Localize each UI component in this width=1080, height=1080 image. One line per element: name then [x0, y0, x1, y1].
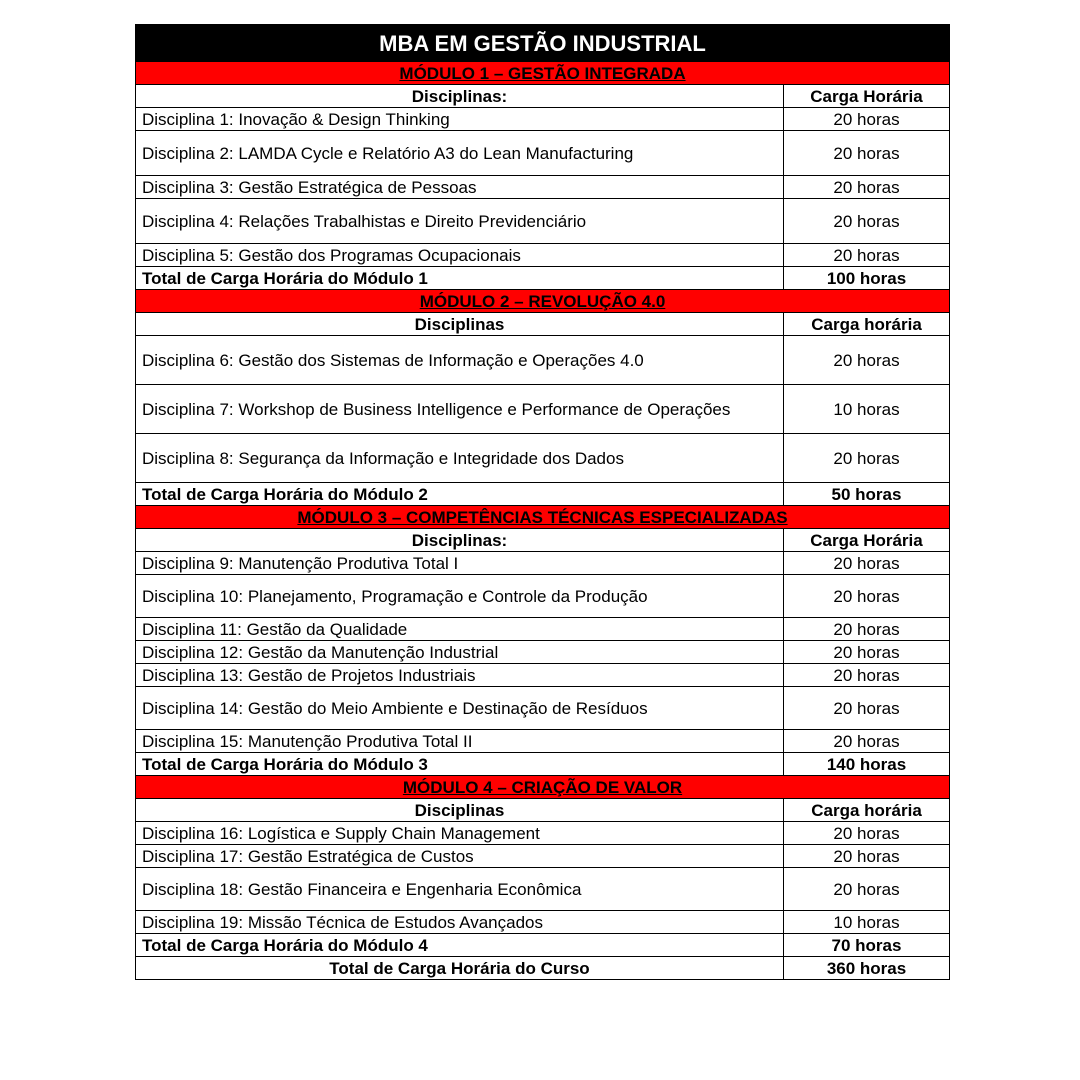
module-2-title: MÓDULO 2 – REVOLUÇÃO 4.0 [136, 290, 950, 313]
discipline-hours: 10 horas [784, 911, 950, 934]
table-row [136, 911, 950, 934]
discipline-hours: 20 horas [784, 108, 950, 131]
discipline-hours: 20 horas [784, 244, 950, 267]
document-title: MBA EM GESTÃO INDUSTRIAL [136, 25, 950, 62]
module-3-title: MÓDULO 3 – COMPETÊNCIAS TÉCNICAS ESPECIALIZADAS [136, 506, 950, 529]
discipline-name: Disciplina 5: Gestão dos Programas Ocupacionais [136, 244, 784, 267]
discipline-hours: 20 horas [784, 336, 950, 385]
discipline-hours: 20 horas [784, 664, 950, 687]
discipline-hours: 20 horas [784, 822, 950, 845]
discipline-name: Disciplina 17: Gestão Estratégica de Custos [136, 845, 784, 868]
module-total-row [136, 753, 950, 776]
table-row [136, 575, 950, 618]
table-header-row [136, 85, 950, 108]
title-row [136, 25, 950, 62]
module-title-row [136, 62, 950, 85]
table-row [136, 664, 950, 687]
discipline-name: Disciplina 18: Gestão Financeira e Engenharia Econômica [136, 868, 784, 911]
module-total-label: Total de Carga Horária do Módulo 4 [136, 934, 784, 957]
table-row [136, 385, 950, 434]
table-header-row [136, 529, 950, 552]
discipline-hours: 10 horas [784, 385, 950, 434]
discipline-hours: 20 horas [784, 845, 950, 868]
table-row [136, 108, 950, 131]
module-total-row [136, 934, 950, 957]
discipline-name: Disciplina 14: Gestão do Meio Ambiente e Destinação de Resíduos [136, 687, 784, 730]
table-row [136, 641, 950, 664]
module-1-title: MÓDULO 1 – GESTÃO INTEGRADA [136, 62, 950, 85]
course-total-label: Total de Carga Horária do Curso [136, 957, 784, 980]
discipline-name: Disciplina 15: Manutenção Produtiva Total II [136, 730, 784, 753]
discipline-name: Disciplina 7: Workshop de Business Intelligence e Performance de Operações [136, 385, 784, 434]
table-header-row [136, 313, 950, 336]
column-header-hours: Carga horária [784, 313, 950, 336]
discipline-name: Disciplina 3: Gestão Estratégica de Pessoas [136, 176, 784, 199]
discipline-name: Disciplina 10: Planejamento, Programação e Controle da Produção [136, 575, 784, 618]
module-total-label: Total de Carga Horária do Módulo 3 [136, 753, 784, 776]
module-total-label: Total de Carga Horária do Módulo 2 [136, 483, 784, 506]
module-total-label: Total de Carga Horária do Módulo 1 [136, 267, 784, 290]
discipline-name: Disciplina 13: Gestão de Projetos Industriais [136, 664, 784, 687]
discipline-hours: 20 horas [784, 434, 950, 483]
discipline-name: Disciplina 1: Inovação & Design Thinking [136, 108, 784, 131]
discipline-hours: 20 horas [784, 687, 950, 730]
discipline-hours: 20 horas [784, 868, 950, 911]
discipline-name: Disciplina 4: Relações Trabalhistas e Direito Previdenciário [136, 199, 784, 244]
discipline-name: Disciplina 11: Gestão da Qualidade [136, 618, 784, 641]
column-header-hours: Carga Horária [784, 85, 950, 108]
table-row [136, 822, 950, 845]
module-total-row [136, 483, 950, 506]
table-row [136, 199, 950, 244]
table-header-row [136, 799, 950, 822]
discipline-hours: 20 horas [784, 641, 950, 664]
module-title-row [136, 290, 950, 313]
table-row [136, 244, 950, 267]
table-row [136, 434, 950, 483]
module-4-title: MÓDULO 4 – CRIAÇÃO DE VALOR [136, 776, 950, 799]
curriculum-table [135, 24, 950, 980]
discipline-name: Disciplina 9: Manutenção Produtiva Total I [136, 552, 784, 575]
column-header-hours: Carga horária [784, 799, 950, 822]
table-row [136, 176, 950, 199]
table-row [136, 730, 950, 753]
table-row [136, 131, 950, 176]
module-title-row [136, 506, 950, 529]
table-row [136, 845, 950, 868]
module-total-hours: 100 horas [784, 267, 950, 290]
course-total-row [136, 957, 950, 980]
column-header-disciplines: Disciplinas: [136, 85, 784, 108]
discipline-name: Disciplina 8: Segurança da Informação e Integridade dos Dados [136, 434, 784, 483]
column-header-hours: Carga Horária [784, 529, 950, 552]
discipline-name: Disciplina 16: Logística e Supply Chain Management [136, 822, 784, 845]
discipline-hours: 20 horas [784, 176, 950, 199]
discipline-hours: 20 horas [784, 730, 950, 753]
discipline-hours: 20 horas [784, 131, 950, 176]
table-row [136, 687, 950, 730]
module-total-row [136, 267, 950, 290]
discipline-hours: 20 horas [784, 618, 950, 641]
column-header-disciplines: Disciplinas: [136, 529, 784, 552]
course-total-hours: 360 horas [784, 957, 950, 980]
module-title-row [136, 776, 950, 799]
discipline-hours: 20 horas [784, 575, 950, 618]
table-row [136, 552, 950, 575]
discipline-hours: 20 horas [784, 552, 950, 575]
module-total-hours: 140 horas [784, 753, 950, 776]
column-header-disciplines: Disciplinas [136, 799, 784, 822]
discipline-hours: 20 horas [784, 199, 950, 244]
discipline-name: Disciplina 6: Gestão dos Sistemas de Informação e Operações 4.0 [136, 336, 784, 385]
module-total-hours: 70 horas [784, 934, 950, 957]
discipline-name: Disciplina 2: LAMDA Cycle e Relatório A3 do Lean Manufacturing [136, 131, 784, 176]
discipline-name: Disciplina 19: Missão Técnica de Estudos Avançados [136, 911, 784, 934]
column-header-disciplines: Disciplinas [136, 313, 784, 336]
table-row [136, 336, 950, 385]
module-total-hours: 50 horas [784, 483, 950, 506]
discipline-name: Disciplina 12: Gestão da Manutenção Industrial [136, 641, 784, 664]
table-row [136, 868, 950, 911]
table-row [136, 618, 950, 641]
